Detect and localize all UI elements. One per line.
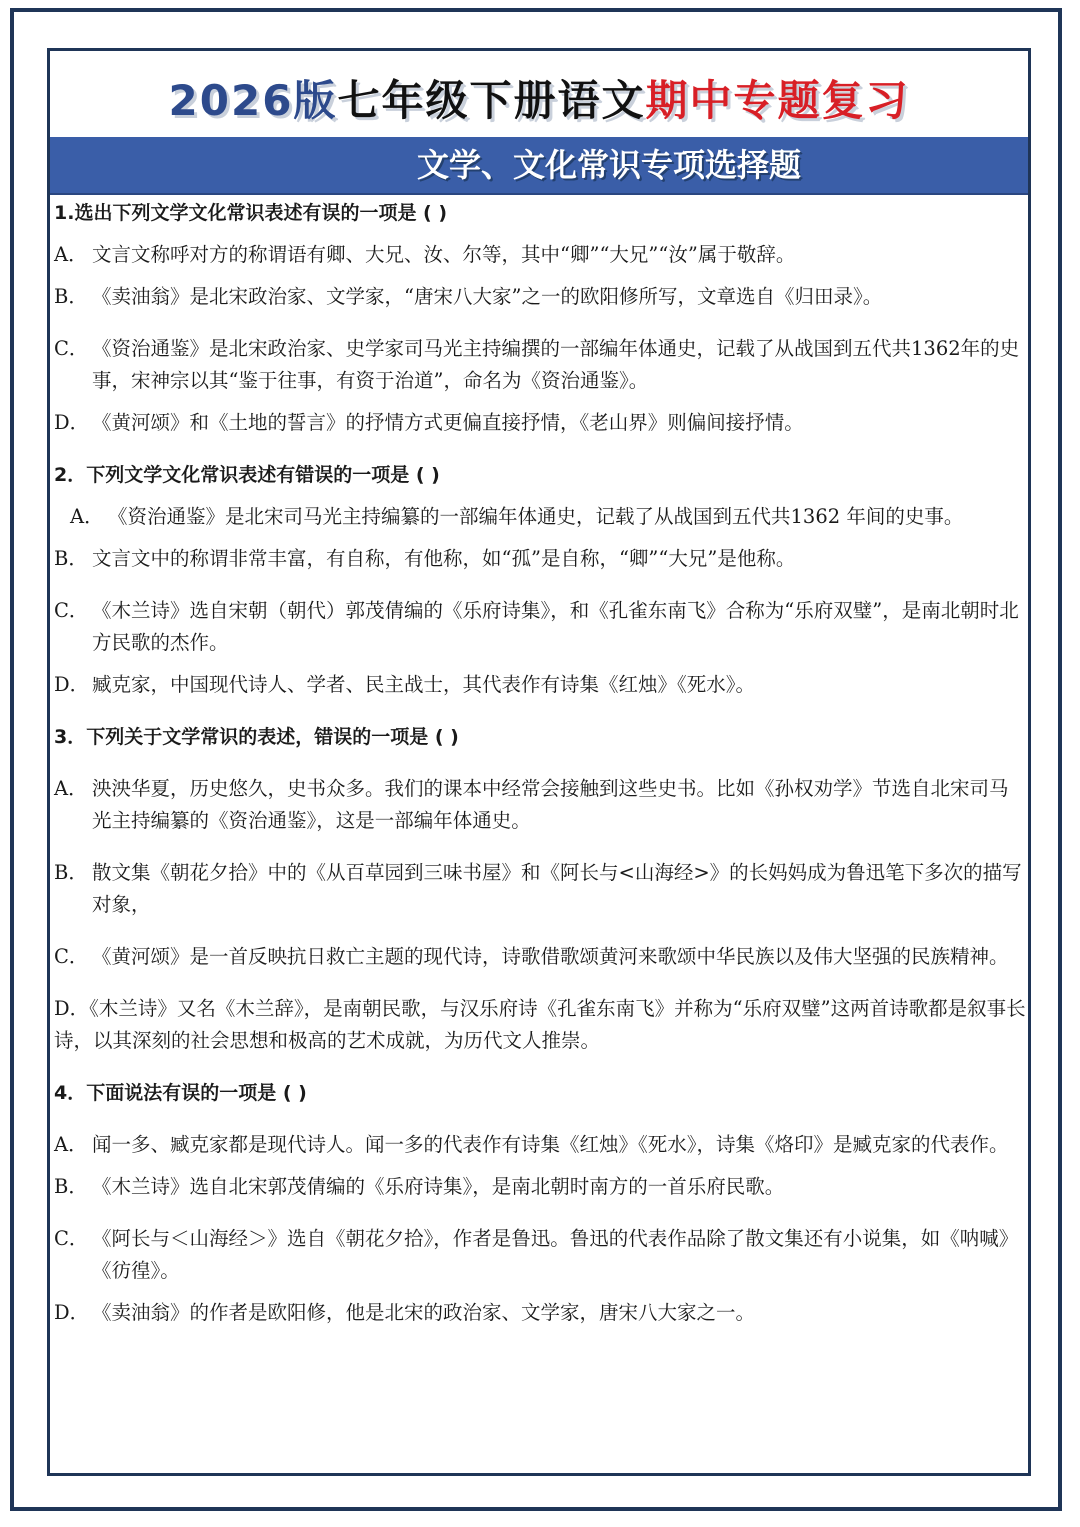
option-a xyxy=(54,501,1026,533)
option-key: C． xyxy=(54,1227,89,1250)
worksheet-frame xyxy=(47,48,1031,1476)
option-text: 《卖油翁》是北宋政治家、文学家，“唐宋八大家”之一的欧阳修所写，文章选自《归田录》。 xyxy=(92,285,883,308)
option-text: 《卖油翁》的作者是欧阳修，他是北宋的政治家、文学家，唐宋八大家之一。 xyxy=(92,1301,756,1324)
option-key: D． xyxy=(54,673,90,696)
title-topic: 期中专题复习 xyxy=(645,76,910,125)
question-stem: 1.选出下列文学文化常识表述有误的一项是 ( ) xyxy=(54,202,448,224)
option-d xyxy=(54,993,1026,1057)
option-key: A． xyxy=(54,777,88,800)
option-d xyxy=(54,1297,1026,1329)
option-text: 臧克家，中国现代诗人、学者、民主战士，其代表作有诗集《红烛》《死水》。 xyxy=(92,673,756,696)
option-c xyxy=(54,1223,1026,1287)
question-stem: 3．下列关于文学常识的表述，错误的一项是 ( ) xyxy=(54,726,459,748)
option-key: B． xyxy=(54,861,88,884)
option-b xyxy=(54,543,1026,575)
option-c xyxy=(54,595,1026,659)
option-c xyxy=(54,333,1026,397)
option-c xyxy=(54,941,1026,973)
section-banner xyxy=(50,137,1028,193)
option-d xyxy=(54,669,1026,701)
option-text: 文言文称呼对方的称谓语有卿、大兄、汝、尔等，其中“卿”“大兄”“汝”属于敬辞。 xyxy=(92,243,796,266)
option-key: D． xyxy=(54,1301,90,1324)
question-2 xyxy=(54,459,1026,701)
question-4 xyxy=(54,1077,1026,1329)
option-text: 《木兰诗》选自北宋郭茂倩编的《乐府诗集》，是南北朝时南方的一首乐府民歌。 xyxy=(92,1175,785,1198)
option-text: 《阿长与＜山海经＞》选自《朝花夕拾》，作者是鲁迅。鲁迅的代表作品除了散文集还有小说集，如《呐喊》《彷徨》。 xyxy=(92,1227,1019,1282)
option-text: 《黄河颂》和《土地的誓言》的抒情方式更偏直接抒情，《老山界》则偏间接抒情。 xyxy=(92,411,804,434)
option-b xyxy=(54,1171,1026,1203)
option-key: C． xyxy=(54,945,89,968)
option-key: A． xyxy=(54,1133,88,1156)
option-key: B． xyxy=(54,547,88,570)
option-text: 《木兰诗》又名《木兰辞》，是南朝民歌，与汉乐府诗《孔雀东南飞》并称为“乐府双璧”这两首诗歌都是叙事长诗，以其深刻的社会思想和极高的艺术成就，为历代文人推崇。 xyxy=(54,997,1026,1052)
option-text: 《黄河颂》是一首反映抗日救亡主题的现代诗，诗歌借歌颂黄河来歌颂中华民族以及伟大坚强的民族精神。 xyxy=(92,945,1009,968)
option-text: 闻一多、臧克家都是现代诗人。闻一多的代表作有诗集《红烛》《死水》，诗集《烙印》是臧克家的代表作。 xyxy=(92,1133,1009,1156)
option-text: 散文集《朝花夕拾》中的《从百草园到三味书屋》和《阿长与<山海经>》的长妈妈成为鲁迅笔下多次的描写对象， xyxy=(92,861,1022,916)
option-b xyxy=(54,857,1026,921)
option-key: B． xyxy=(54,285,88,308)
question-list xyxy=(54,197,1026,1329)
option-key: B． xyxy=(54,1175,88,1198)
option-text: 《资治通鉴》是北宋政治家、史学家司马光主持编撰的一部编年体通史，记载了从战国到五代共1362年的史事，宋神宗以其“鉴于往事，有资于治道”，命名为《资治通鉴》。 xyxy=(92,337,1020,392)
option-text: 泱泱华夏，历史悠久，史书众多。我们的课本中经常会接触到这些史书。比如《孙权劝学》节选自北宋司马光主持编纂的《资治通鉴》，这是一部编年体通史。 xyxy=(92,777,1009,832)
question-3 xyxy=(54,721,1026,1057)
option-key: C． xyxy=(54,337,89,360)
option-text: 《木兰诗》选自宋朝（朝代）郭茂倩编的《乐府诗集》，和《孔雀东南飞》合称为“乐府双璧”，是南北朝时北方民歌的杰作。 xyxy=(92,599,1019,654)
option-a xyxy=(54,773,1026,837)
option-d xyxy=(54,407,1026,439)
page-title xyxy=(50,71,1028,131)
option-key: D． xyxy=(54,411,90,434)
question-stem: 4．下面说法有误的一项是 ( ) xyxy=(54,1082,307,1104)
question-stem: 2．下列文学文化常识表述有错误的一项是 ( ) xyxy=(54,464,440,486)
option-text: 文言文中的称谓非常丰富，有自称，有他称，如“孤”是自称，“卿”“大兄”是他称。 xyxy=(92,547,796,570)
option-b xyxy=(54,281,1026,313)
option-a xyxy=(54,1129,1026,1161)
option-a xyxy=(54,239,1026,271)
option-key: A． xyxy=(54,243,88,266)
title-year: 2026版 xyxy=(168,76,338,125)
option-key: A． xyxy=(70,505,104,528)
title-grade: 七年级下册语文 xyxy=(337,76,646,125)
question-1 xyxy=(54,197,1026,439)
option-key: C． xyxy=(54,599,89,622)
option-key: D． xyxy=(54,997,90,1020)
option-text: 《资治通鉴》是北宋司马光主持编纂的一部编年体通史，记载了从战国到五代共1362 年间的史事。 xyxy=(108,505,964,528)
section-banner-title: 文学、文化常识专项选择题 xyxy=(416,146,801,184)
